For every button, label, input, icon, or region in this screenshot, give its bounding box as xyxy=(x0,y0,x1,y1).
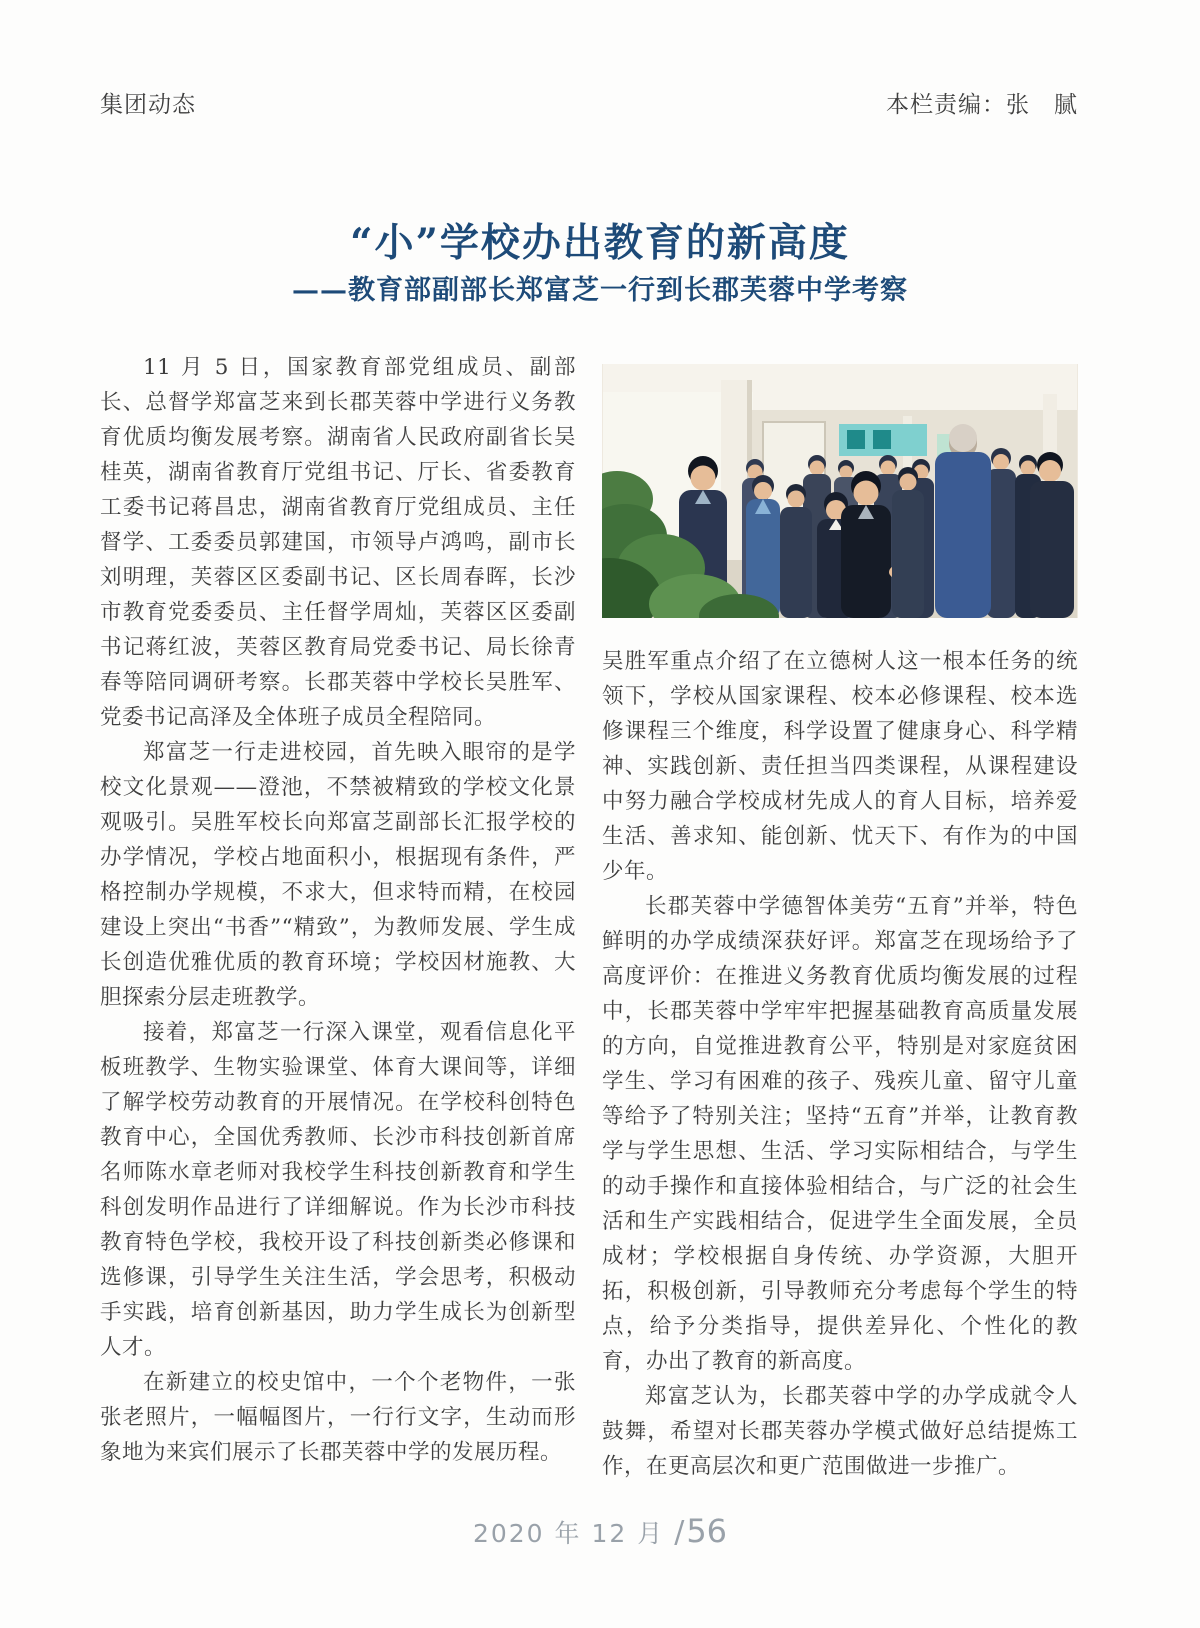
article-column-left xyxy=(100,350,576,1470)
article-paragraph: 郑富芝一行走进校园，首先映入眼帘的是学校文化景观——澄池，不禁被精致的学校文化景观吸引。吴胜军校长向郑富芝副部长汇报学校的办学情况，学校占地面积小，根据现有条件，严格控制办学规模，不求大，但求特而精，在校园建设上突出“书香”“精致”，为教师发展、学生成长创造优雅优质的教育环境；学校因材施教、大胆探索分层走班教学。 xyxy=(100,740,576,1010)
article-paragraph: 长郡芙蓉中学德智体美劳“五育”并举，特色鲜明的办学成绩深获好评。郑富芝在现场给予了高度评价：在推进义务教育优质均衡发展的过程中，长郡芙蓉中学牢牢把握基础教育高质量发展的方向，自觉推进教育公平，特别是对家庭贫困学生、学习有困难的孩子、残疾儿童、留守儿童等给予了特别关注；坚持“五育”并举，让教育教学与学生思想、生活、学习实际相结合，与学生的动手操作和直接体验相结合，与广泛的社会生活和生产实践相结合，促进学生全面发展，全员成材；学校根据自身传统、办学资源，大胆开拓，积极创新，引导教师充分考虑每个学生的特点，给予分类指导，提供差异化、个性化的教育，办出了教育的新高度。 xyxy=(602,894,1078,1374)
article-paragraph: 接着，郑富芝一行深入课堂，观看信息化平板班教学、生物实验课堂、体育大课间等，详细了解学校劳动教育的开展情况。在学校科创特色教育中心，全国优秀教师、长沙市科技创新首席名师陈水章老师对我校学生科技创新教育和学生科创发明作品进行了详细解说。作为长沙市科技教育特色学校，我校开设了科技创新类必修课和选修课，引导学生关注生活，学会思考，积极动手实践，培育创新基因，助力学生成长为创新型人才。 xyxy=(100,1020,576,1360)
article-title: “小”学校办出教育的新高度 xyxy=(350,220,850,266)
rear-view-figure xyxy=(935,424,991,618)
article-subtitle: ——教育部副部长郑富芝一行到长郡芙蓉中学考察 xyxy=(292,275,908,306)
page-header xyxy=(100,86,1078,119)
article-paragraph: 在新建立的校史馆中，一个个老物件，一张张老照片，一幅幅图片，一行行文字，生动而形象地为来宾们展示了长郡芙蓉中学的发展历程。 xyxy=(100,1370,576,1465)
footer-slash: / xyxy=(674,1515,687,1550)
article-column-right xyxy=(602,350,1078,1484)
article-paragraph: 11 月 5 日，国家教育部党组成员、副部长、总督学郑富芝来到长郡芙蓉中学进行义务教育优质均衡发展考察。湖南省人民政府副省长吴桂英，湖南省教育厅党组书记、厅长、省委教育工委书记蒋昌忠，湖南省教育厅党组成员、主任督学、工委委员郭建国，市领导卢鸿鸣，副市长刘明理，芙蓉区区委副书记、区长周春晖，长沙市教育党委委员、主任督学周灿，芙蓉区区委副书记蒋红波，芙蓉区教育局党委书记、局长徐青春等陪同调研考察。长郡芙蓉中学校长吴胜军、党委书记高泽及全体班子成员全程陪同。 xyxy=(100,355,576,730)
section-label: 集团动态 xyxy=(100,92,196,118)
article-paragraph: 吴胜军重点介绍了在立德树人这一根本任务的统领下，学校从国家课程、校本必修课程、校本选修课程三个维度，科学设置了健康身心、科学精神、实践创新、责任担当四类课程，从课程建设中努力融合学校成材先成人的育人目标，培养爱生活、善求知、能创新、忧天下、有作为的中国少年。 xyxy=(602,649,1078,884)
issue-label: 2020 年 12 月 xyxy=(472,1519,665,1548)
photo-illustration xyxy=(602,364,1078,618)
article-photo xyxy=(602,364,1078,618)
column-editor-label: 本栏责编：张 腻 xyxy=(886,92,1078,118)
article-paragraph: 郑富芝认为，长郡芙蓉中学的办学成就令人鼓舞，希望对长郡芙蓉办学模式做好总结提炼工作，在更高层次和更广范围做进一步推广。 xyxy=(602,1384,1078,1479)
article-column-right-text xyxy=(602,644,1078,1484)
page-footer xyxy=(0,1512,1200,1550)
page-number: 56 xyxy=(686,1512,728,1550)
crowd-mid-row xyxy=(746,475,855,618)
